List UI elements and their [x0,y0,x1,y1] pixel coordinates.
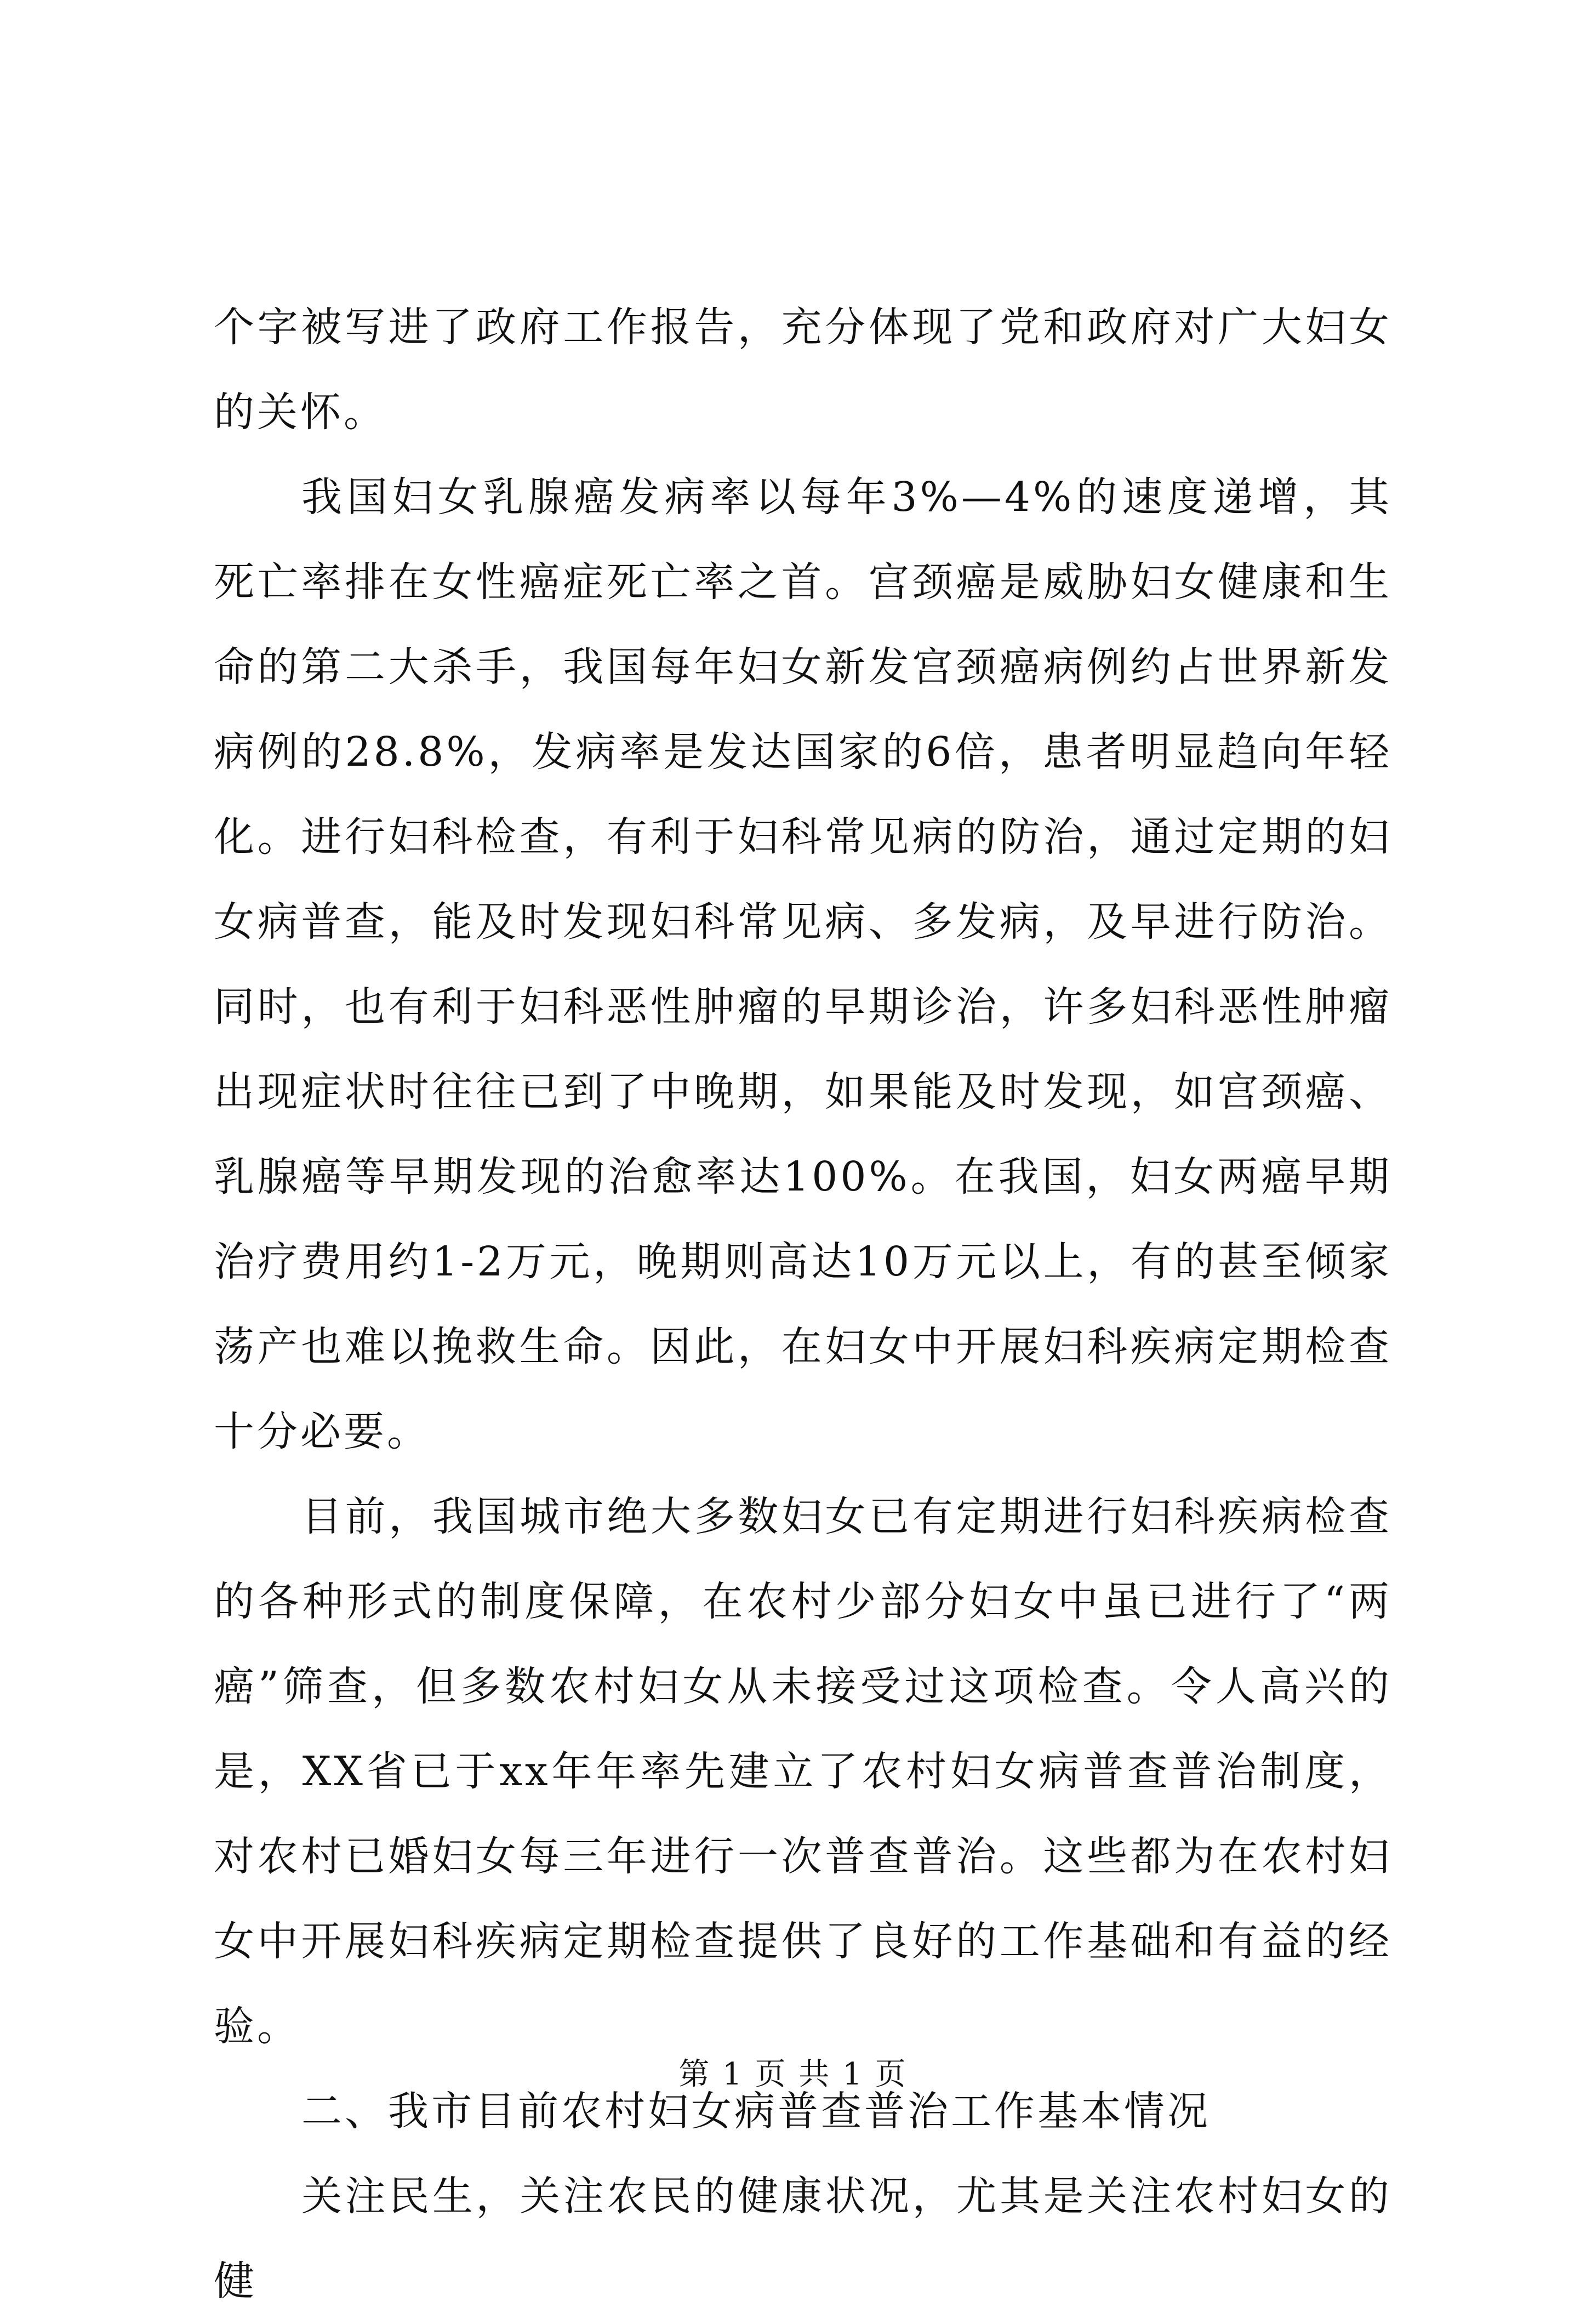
page-footer [0,2050,1586,2094]
paragraph-3: 目前，我国城市绝大多数妇女已有定期进行妇科疾病检查的各种形式的制度保障，在农村少部分妇女中虽已进行了“两癌”筛查，但多数农村妇女从未接受过这项检查。令人高兴的是，XX省已于xx年年率先建立了农村妇女病普查普治制度，对农村已婚妇女每三年进行一次普查普治。这些都为在农村妇女中开展妇科疾病定期检查提供了良好的工作基础和有益的经验。 [214,1493,1392,2050]
paragraph-5: 关注民生，关注农民的健康状况，尤其是关注农村妇女的健 [214,2173,1392,2305]
section-heading: 二、我市目前农村妇女病普查普治工作基本情况 [301,2088,1211,2135]
page-number-label: 第 1 页 共 1 页 [678,2057,908,2092]
document-body [214,285,1392,2324]
paragraph-1: 个字被写进了政府工作报告，充分体现了党和政府对广大妇女的关怀。 [214,304,1392,436]
paragraph-2: 我国妇女乳腺癌发病率以每年3%—4%的速度递增，其死亡率排在女性癌症死亡率之首。宫颈癌是威胁妇女健康和生命的第二大杀手，我国每年妇女新发宫颈癌病例约占世界新发病例的28.8%，发病率是发达国家的6倍，患者明显趋向年轻化。进行妇科检查，有利于妇科常见病的防治，通过定期的妇女病普查，能及时发现妇科常见病、多发病，及早进行防治。同时，也有利于妇科恶性肿瘤的早期诊治，许多妇科恶性肿瘤出现症状时往往已到了中晚期，如果能及时发现，如宫颈癌、乳腺癌等早期发现的治愈率达100%。在我国，妇女两癌早期治疗费用约1-2万元，晚期则高达10万元以上，有的甚至倾家荡产也难以挽救生命。因此，在妇女中开展妇科疾病定期检查十分必要。 [214,474,1392,1455]
